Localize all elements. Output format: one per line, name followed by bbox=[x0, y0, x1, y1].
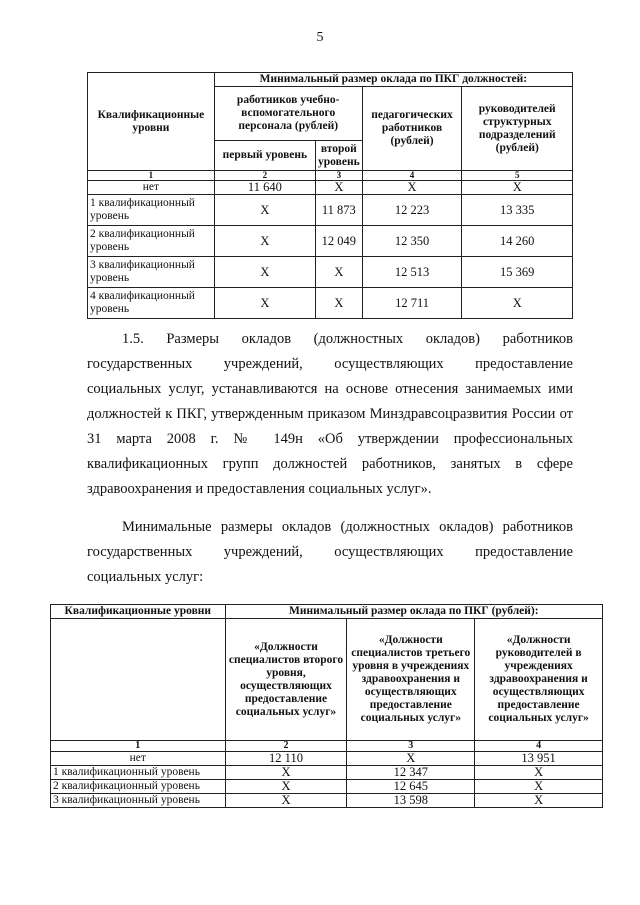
table-row bbox=[88, 257, 573, 288]
col-number: 4 bbox=[362, 171, 462, 181]
level-cell: 1 квалификационный уровень bbox=[51, 766, 226, 780]
paragraph-line: государственных учреждений, осуществляющих предоставление bbox=[87, 544, 573, 560]
value-cell: 11 640 bbox=[214, 181, 315, 195]
table-row bbox=[51, 766, 603, 780]
level-cell: нет bbox=[88, 181, 215, 195]
header-levels: Квалификационные уровни bbox=[51, 605, 226, 619]
header-levels: Квалификационные уровни bbox=[88, 73, 215, 171]
value-cell: X bbox=[462, 181, 573, 195]
value-cell: 12 110 bbox=[225, 752, 347, 766]
level-cell: 2 квалификационный уровень bbox=[51, 780, 226, 794]
col-number: 1 bbox=[51, 741, 226, 752]
value-cell: 11 873 bbox=[316, 195, 363, 226]
col-number: 4 bbox=[475, 741, 603, 752]
value-cell: 12 711 bbox=[362, 288, 462, 319]
value-cell: X bbox=[214, 288, 315, 319]
value-cell: X bbox=[316, 181, 363, 195]
col-number: 1 bbox=[88, 171, 215, 181]
level-cell: 1 квалификационный уровень bbox=[88, 195, 215, 226]
value-cell: X bbox=[475, 780, 603, 794]
table-row bbox=[51, 794, 603, 808]
header-second-level: второй уровень bbox=[316, 141, 363, 171]
table-row bbox=[88, 288, 573, 319]
value-cell: X bbox=[214, 226, 315, 257]
paragraph-line: Минимальные размеры окладов (должностных окладов) работников bbox=[122, 519, 573, 535]
table-row bbox=[88, 226, 573, 257]
table-row bbox=[51, 780, 603, 794]
value-cell: 12 513 bbox=[362, 257, 462, 288]
level-cell: 4 квалификационный уровень bbox=[88, 288, 215, 319]
value-cell: X bbox=[347, 752, 475, 766]
paragraph-line: государственных учреждений, осуществляющих предоставление bbox=[87, 356, 573, 372]
paragraph-line: 1.5. Размеры окладов (должностных окладов) работников bbox=[122, 331, 573, 347]
value-cell: 13 598 bbox=[347, 794, 475, 808]
value-cell: X bbox=[462, 288, 573, 319]
level-cell: 2 квалификационный уровень bbox=[88, 226, 215, 257]
value-cell: 12 645 bbox=[347, 780, 475, 794]
value-cell: 12 049 bbox=[316, 226, 363, 257]
value-cell: X bbox=[316, 288, 363, 319]
value-cell: 13 335 bbox=[462, 195, 573, 226]
value-cell: X bbox=[225, 766, 347, 780]
header-support-staff: работников учебно-вспомогательного персонала (рублей) bbox=[214, 87, 362, 141]
header-group: Минимальный размер оклада по ПКГ должностей: bbox=[214, 73, 572, 87]
header-second-level-specialists: «Должности специалистов второго уровня, осуществляющих предоставление социальных услуг» bbox=[225, 619, 347, 741]
value-cell: X bbox=[225, 794, 347, 808]
header-group: Минимальный размер оклада по ПКГ (рублей): bbox=[225, 605, 602, 619]
header-empty-cell bbox=[51, 619, 226, 741]
value-cell: 12 347 bbox=[347, 766, 475, 780]
paragraph-1-5 bbox=[87, 327, 573, 502]
page-number: 5 bbox=[316, 30, 324, 45]
value-cell: 14 260 bbox=[462, 226, 573, 257]
table-row bbox=[51, 752, 603, 766]
value-cell: X bbox=[316, 257, 363, 288]
value-cell: X bbox=[225, 780, 347, 794]
value-cell: X bbox=[475, 794, 603, 808]
col-number: 5 bbox=[462, 171, 573, 181]
level-cell: 3 квалификационный уровень bbox=[51, 794, 226, 808]
value-cell: 12 223 bbox=[362, 195, 462, 226]
value-cell: 12 350 bbox=[362, 226, 462, 257]
paragraph-body: социальных услуг, устанавливаются на основе отнесения занимаемых ими должностей к ПКГ, утвержденным приказом Минздравсоцразвития России от 31 марта 2008 г. № 149н «Об утверждении профессиональных квалификационных групп должностей работников, занятых в сфере здравоохранения и предоставления социальных услуг». bbox=[87, 381, 573, 497]
table-row bbox=[88, 181, 573, 195]
level-cell: нет bbox=[51, 752, 226, 766]
salary-table-social bbox=[50, 604, 603, 808]
col-number: 3 bbox=[347, 741, 475, 752]
header-first-level: первый уровень bbox=[214, 141, 315, 171]
value-cell: X bbox=[214, 195, 315, 226]
paragraph-line: социальных услуг: bbox=[87, 569, 204, 585]
col-number: 2 bbox=[214, 171, 315, 181]
salary-table-education bbox=[87, 72, 573, 319]
value-cell: 13 951 bbox=[475, 752, 603, 766]
value-cell: X bbox=[214, 257, 315, 288]
header-heads: руководителей структурных подразделений (рублей) bbox=[462, 87, 573, 171]
paragraph-minimal-salaries bbox=[87, 515, 573, 590]
value-cell: X bbox=[475, 766, 603, 780]
table-row bbox=[88, 195, 573, 226]
col-number: 2 bbox=[225, 741, 347, 752]
header-third-level-specialists: «Должности специалистов третьего уровня в учреждениях здравоохранения и осуществляющих предоставление социальных услуг» bbox=[347, 619, 475, 741]
col-number: 3 bbox=[316, 171, 363, 181]
header-heads: «Должности руководителей в учреждениях здравоохранения и осуществляющих предоставление социальных услуг» bbox=[475, 619, 603, 741]
level-cell: 3 квалификационный уровень bbox=[88, 257, 215, 288]
value-cell: X bbox=[362, 181, 462, 195]
value-cell: 15 369 bbox=[462, 257, 573, 288]
header-pedagogical: педагогических работников (рублей) bbox=[362, 87, 462, 171]
